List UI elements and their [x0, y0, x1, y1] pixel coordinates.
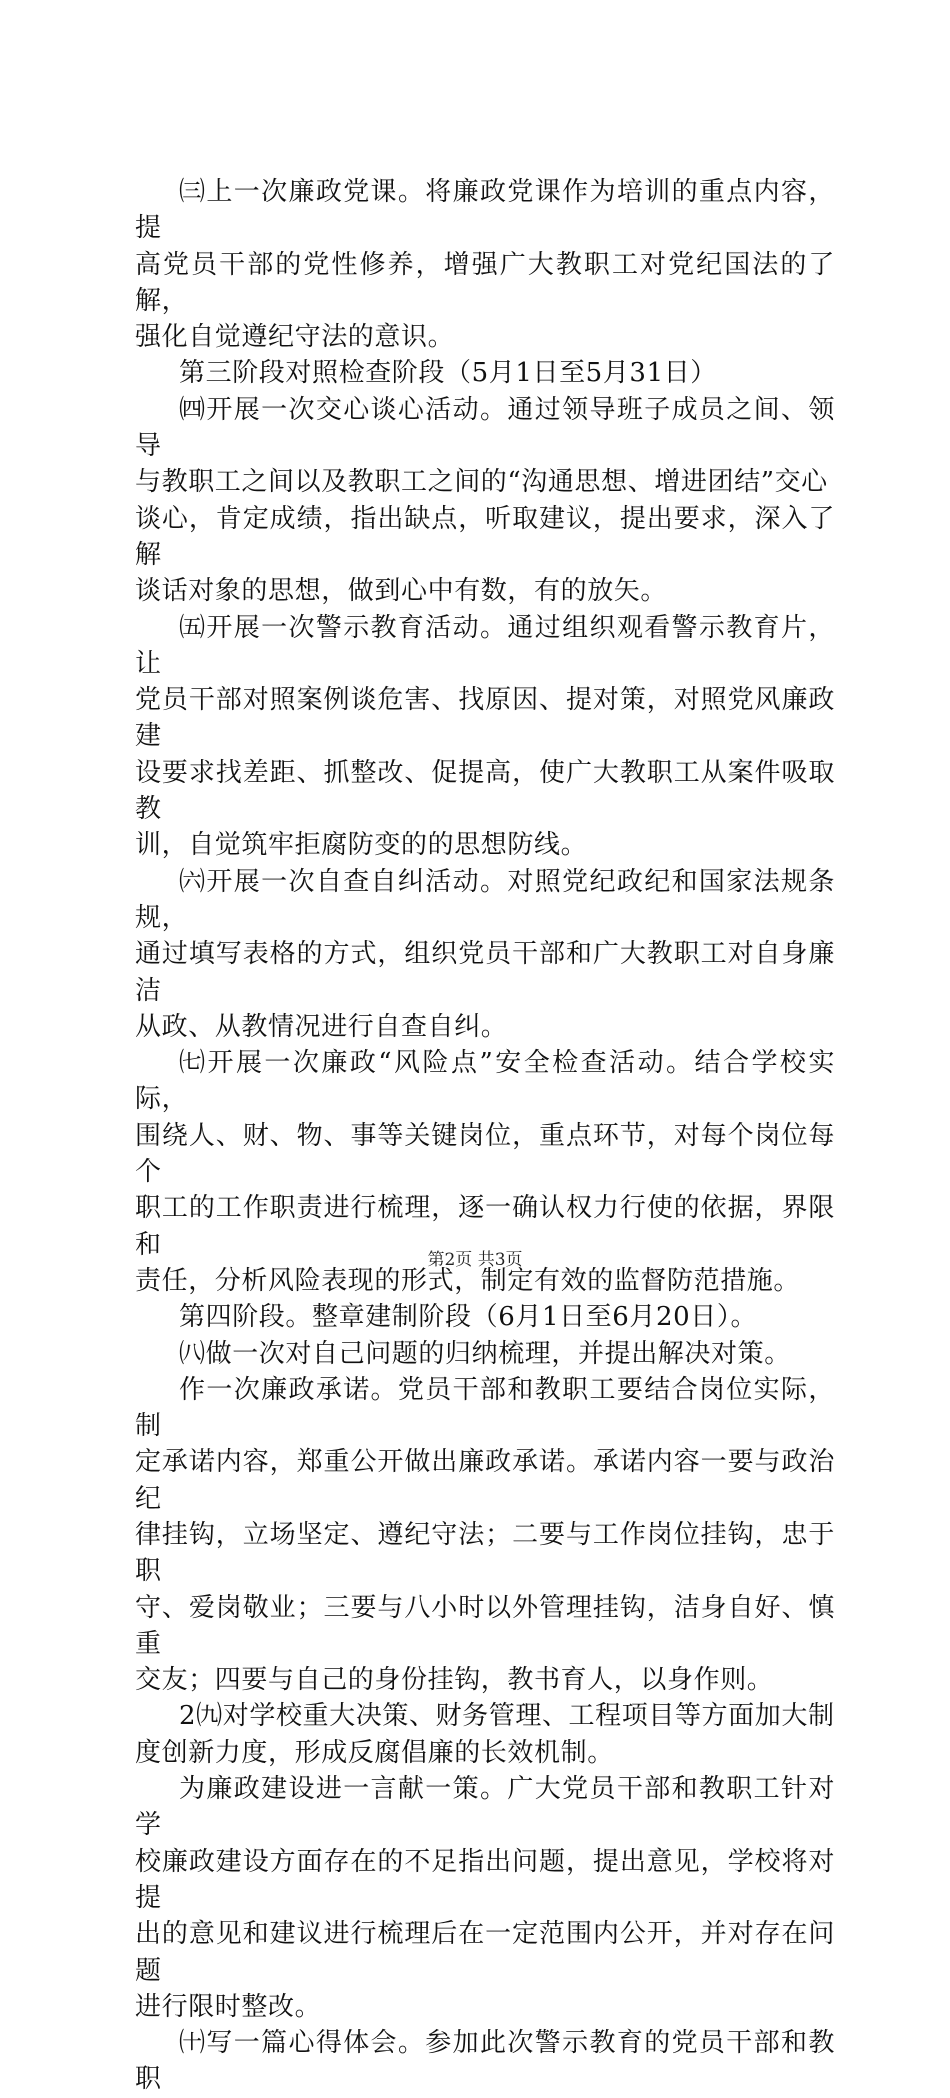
paragraph-line: 第三阶段对照检查阶段（5月1日至5月31日）: [179, 358, 717, 389]
paragraph: [135, 864, 835, 1045]
paragraph-line: 训，自觉筑牢拒腐防变的的思想防线。: [135, 830, 588, 861]
paragraph-line: 度创新力度，形成反腐倡廉的长效机制。: [135, 1737, 614, 1768]
paragraph-line: 谈心，肯定成绩，指出缺点，听取建议，提出要求，深入了解: [135, 503, 835, 570]
paragraph-line: 进行限时整改。: [135, 1991, 322, 2022]
paragraph-line: 为廉政建设进一言献一策。广大党员干部和教职工针对学: [135, 1774, 835, 1841]
paragraph-line: 定承诺内容，郑重公开做出廉政承诺。承诺内容一要与政治纪: [135, 1447, 835, 1514]
paragraph-line: 责任，分析风险表现的形式，制定有效的监督防范措施。: [135, 1265, 801, 1296]
paragraph-line: 作一次廉政承诺。党员干部和教职工要结合岗位实际，制: [135, 1374, 835, 1442]
paragraph-line: 与教职工之间以及教职工之间的“沟通思想、增进团结”交心: [135, 467, 828, 498]
paragraph: [135, 610, 835, 864]
paragraph: [135, 174, 835, 355]
paragraph-line: 围绕人、财、物、事等关键岗位，重点环节，对每个岗位每个: [135, 1120, 835, 1188]
paragraph-line: ㈥开展一次自查自纠活动。对照党纪政纪和国家法规条规，: [135, 866, 835, 933]
paragraph-line: 律挂钩，立场坚定、遵纪守法；二要与工作岗位挂钩，忠于职: [135, 1519, 835, 1587]
paragraph: [135, 1698, 835, 1771]
paragraph-line: 职工的工作职责进行梳理，逐一确认权力行使的依据，界限和: [135, 1193, 835, 1260]
paragraph-line: 守、爱岗敬业；三要与八小时以外管理挂钩，洁身自好、慎重: [135, 1592, 835, 1659]
paragraph-line: 2㈨对学校重大决策、财务管理、工程项目等方面加大制: [179, 1701, 835, 1732]
paragraph-line: 交友；四要与自己的身份挂钩，教书育人，以身作则。: [135, 1665, 774, 1696]
paragraph-line: 校廉政建设方面存在的不足指出问题，提出意见，学校将对提: [135, 1846, 835, 1913]
paragraph: [135, 355, 835, 391]
paragraph-line: ㈢上一次廉政党课。将廉政党课作为培训的重点内容，提: [135, 177, 835, 244]
paragraph-line: 设要求找差距、抓整改、促提高，使广大教职工从案件吸取教: [135, 757, 835, 825]
paragraph: [135, 392, 835, 610]
document-body: [135, 174, 835, 2098]
paragraph-line: 强化自觉遵纪守法的意识。: [135, 322, 455, 353]
paragraph-line: 从政、从教情况进行自查自纠。: [135, 1011, 508, 1042]
paragraph-line: ㈣开展一次交心谈心活动。通过领导班子成员之间、领导: [135, 394, 835, 462]
paragraph-line: ㈧做一次对自己问题的归纳梳理，并提出解决对策。: [179, 1338, 791, 1369]
paragraph-line: 党员干部对照案例谈危害、找原因、提对策，对照党风廉政建: [135, 685, 835, 752]
paragraph: [135, 1299, 835, 1335]
paragraph-line: 谈话对象的思想，做到心中有数，有的放矢。: [135, 576, 668, 607]
paragraph: [135, 1771, 835, 2025]
paragraph: [135, 1372, 835, 1699]
paragraph-line: 高党员干部的党性修养，增强广大教职工对党纪国法的了解，: [135, 249, 835, 316]
paragraph: [135, 1336, 835, 1372]
paragraph: [135, 2025, 835, 2098]
paragraph-line: ㈦开展一次廉政“风险点”安全检查活动。结合学校实际，: [135, 1048, 835, 1115]
paragraph-line: ㈤开展一次警示教育活动。通过组织观看警示教育片，让: [135, 612, 835, 679]
paragraph-line: 出的意见和建议进行梳理后在一定范围内公开，并对存在问题: [135, 1919, 835, 1986]
page-footer: 第2页 共3页: [427, 1250, 523, 1270]
paragraph-line: 通过填写表格的方式，组织党员干部和广大教职工对自身廉洁: [135, 939, 835, 1006]
paragraph-line: ㈩写一篇心得体会。参加此次警示教育的党员干部和教职: [135, 2028, 835, 2095]
paragraph-line: 第四阶段。整章建制阶段（6月1日至6月20日）。: [179, 1302, 758, 1333]
